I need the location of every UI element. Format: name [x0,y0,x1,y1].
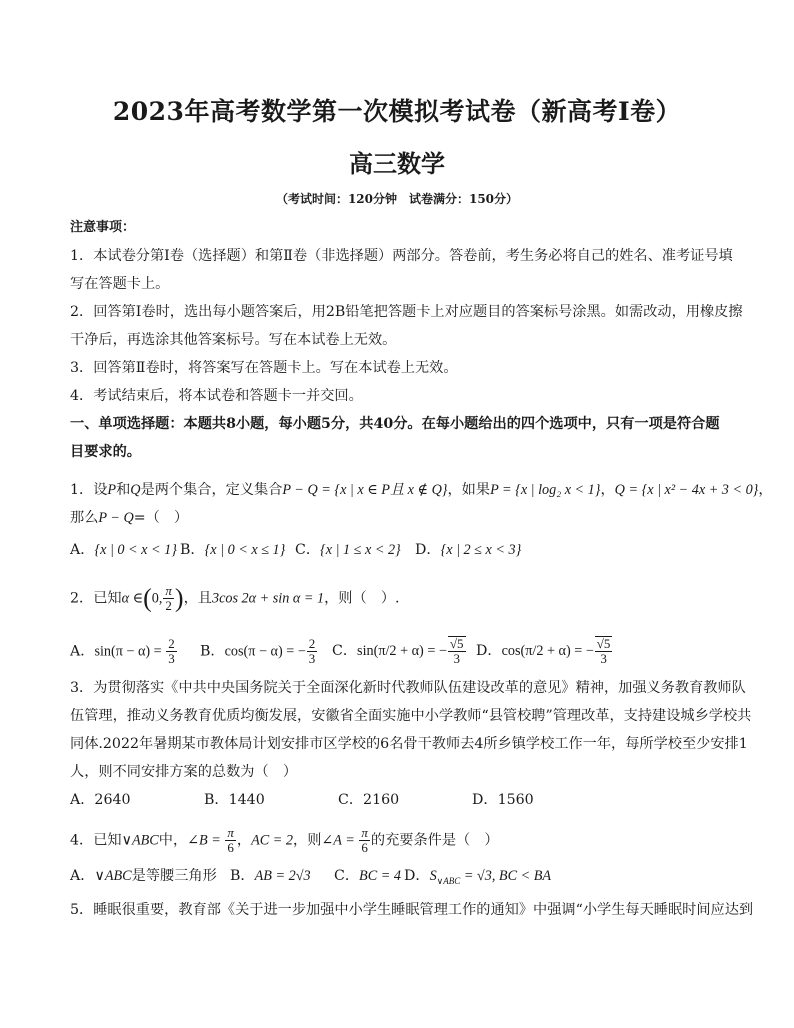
question-3-line-4: 人，则不同安排方案的总数为（ ） [70,764,298,780]
q1-option-c[interactable]: C．{x | 1 ≤ x < 2} [295,542,401,558]
q2-option-c[interactable]: C．sin(π/2 + α) = − $\frac{√5}{3}$ [332,636,464,666]
notice-4: 4．考试结束后，将本试卷和答题卡一并交回。 [70,388,363,404]
q2-option-d[interactable]: D．cos(π/2 + α) = − $\frac{√5}{3}$ [476,636,611,666]
q1-expr-1: P [107,482,117,498]
q1-text-b: 和 [116,482,131,498]
question-5-line-1: 5．睡眠很重要，教育部《关于进一步加强中小学生睡眠管理工作的通知》中强调“小学生每天睡眠时间应达到 [70,902,754,918]
q1-text-d: ，如果 [447,482,491,498]
question-3-options [70,790,534,810]
question-2-options [70,636,613,666]
q2-frac-pi-2: $\frac{\pi}{2}$ [165,583,172,613]
q4-option-b[interactable]: B．AB = 2√3 [230,868,311,884]
notice-1-line-2: 写在答题卡上。 [70,276,170,292]
q2-text-b: ，且 [183,590,212,607]
q1-text-c: 是两个集合，定义集合 [140,482,283,498]
q4-option-d[interactable]: D．$S_{\vee ABC} = √3$, BC < BA [404,868,552,886]
question-1-stem [70,480,773,500]
q3-option-b[interactable]: B．1440 [204,792,265,808]
q2-paren-close: ) [174,583,184,613]
q3-option-a[interactable]: A．2640 [70,792,131,808]
q1-expr-3: P − Q = {x | x ∈ P且 x ∉ Q} [282,482,448,498]
exam-title: 2023年高考数学第一次模拟考试卷（新高考Ⅰ卷） [112,97,682,126]
q2-option-a[interactable]: A．sin(π − α) = $\frac{2}{3}$ [70,635,175,666]
question-1-stem-2 [70,508,188,528]
exam-subtitle: 高三数学 [349,149,445,178]
q1-text-a: 1．设 [70,482,108,498]
question-4-options [70,866,551,891]
q4-option-a[interactable]: A．∨ABC是等腰三角形 [70,868,217,884]
q2-zero: 0, [151,590,163,607]
notice-2-line-1: 2．回答第Ⅰ卷时，选出每小题答案后，用2B铅笔把答题卡上对应题目的答案标号涂黑。如需改动，用橡皮擦 [70,304,743,320]
q1-text-f: ， [758,482,773,498]
question-3-line-1: 3．为贯彻落实《中共中央国务院关于全面深化新时代教师队伍建设改革的意见》精神，加强义务教育教师队 [70,680,746,696]
q1-expr-5: Q = {x | x² − 4x + 3 < 0} [614,482,759,498]
q1-option-a[interactable]: A．{x | 0 < x < 1} [70,542,177,558]
q2-text-c: ，则（ ）. [324,590,400,607]
notice-1-line-1: 1．本试卷分第Ⅰ卷（选择题）和第Ⅱ卷（非选择题）两部分。答卷前，考生务必将自己的姓名、准考证号填 [70,248,733,264]
notice-3: 3．回答第Ⅱ卷时，将答案写在答题卡上。写在本试卷上无效。 [70,360,458,376]
q2-paren-open: ( [143,583,152,613]
section-heading-line-1: 一、单项选择题：本题共8小题，每小题5分，共40分。在每小题给出的四个选项中，只有一项是符合题 [70,416,720,432]
q2-option-b[interactable]: B．cos(π − α) = − $\frac{2}{3}$ [200,635,316,666]
q1-expr-2: Q [130,482,141,498]
q3-option-c[interactable]: C．2160 [338,792,400,808]
q1-expr-4: P = {x | log₂ x < 1} [490,482,601,498]
question-2-stem [70,584,400,613]
q1-text-g: 那么 [70,510,99,526]
q1-option-d[interactable]: D．{x | 2 ≤ x < 3} [415,542,522,558]
question-4-stem: 4．已知∨ABC中，∠B = $\frac{\pi}{6}$ ，AC = 2，则∠A = $\frac{\pi}{6}$ 的充要条件是（ ） [70,825,499,855]
section-heading-line-2: 目要求的。 [70,444,141,460]
question-1-options [70,540,521,560]
q1-option-b[interactable]: B．{x | 0 < x ≤ 1} [180,542,286,558]
q1-expr-6: P − Q [98,510,134,526]
q3-option-d[interactable]: D．1560 [472,792,534,808]
q2-text-a: 2．已知 [70,590,122,607]
question-3-line-3: 同体.2022年暑期某市教体局计划安排市区学校的6名骨干教师去4所乡镇学校工作一年，每所学校至少安排1 [70,736,748,752]
q1-text-e: ， [600,482,615,498]
q2-equation: 3cos 2α + sin α = 1 [211,590,325,607]
exam-info: （考试时间：120分钟 试卷满分：150分） [275,192,519,206]
q1-text-h: =（ ） [133,510,189,526]
notice-heading: 注意事项： [70,220,136,235]
question-3-line-2: 伍管理，推动义务教育优质均衡发展，安徽省全面实施中小学教师“县管校聘”管理改革，支持建设城乡学校共 [70,708,752,724]
notice-2-line-2: 干净后，再选涂其他答案标号。写在本试卷上无效。 [70,332,397,348]
q2-alpha: α ∈ [121,590,144,607]
q4-option-c[interactable]: C．BC = 4 [334,868,401,884]
